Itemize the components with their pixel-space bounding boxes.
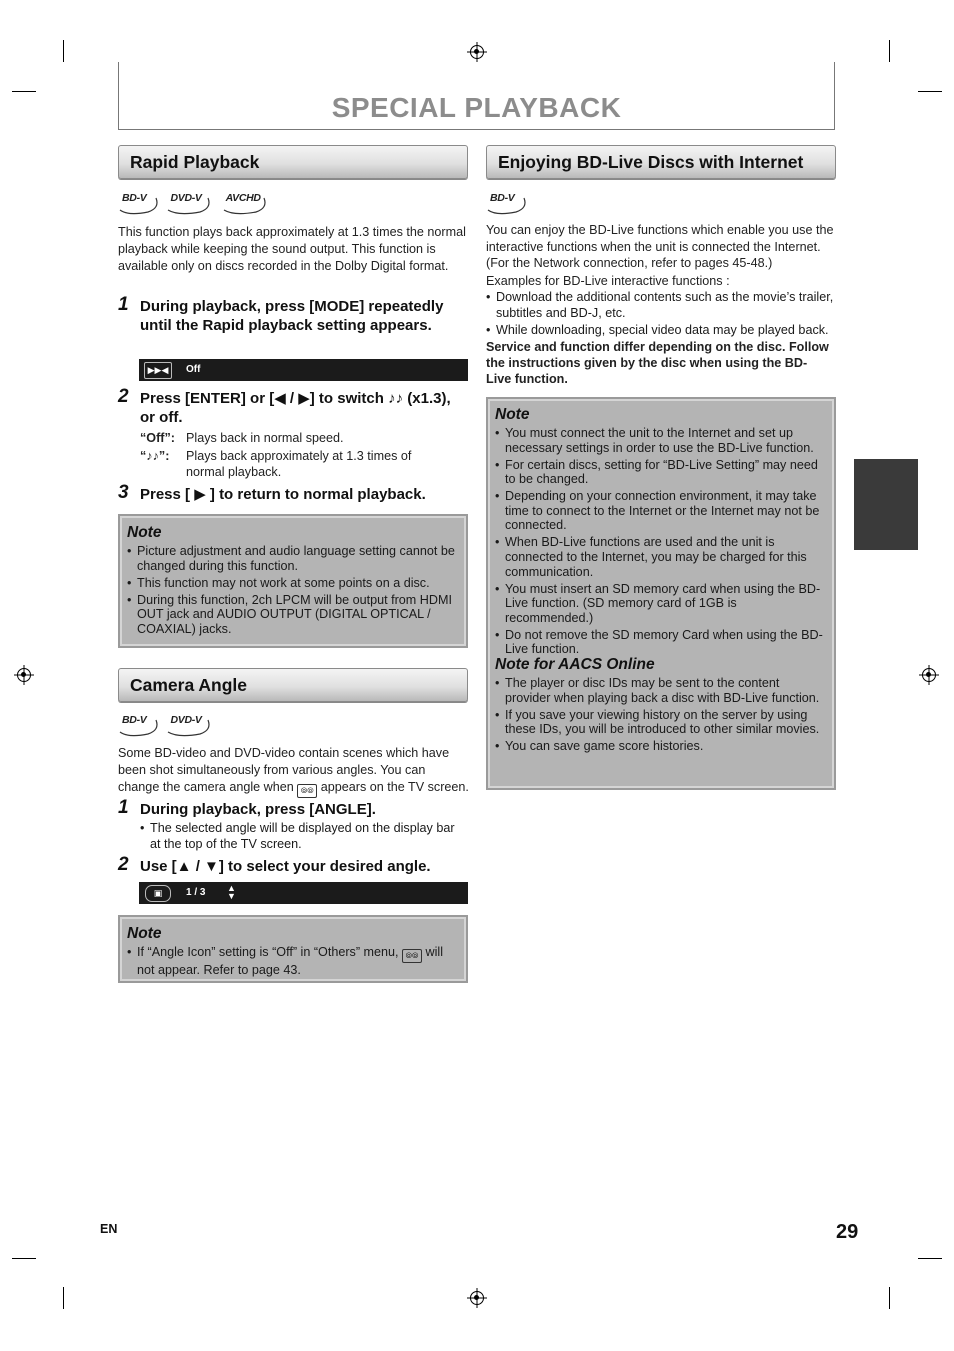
disc-badge-bdv: BD-V: [118, 190, 158, 212]
camera-note-list: [127, 945, 463, 980]
title-frame: [118, 62, 835, 130]
camera-angle-icon: ⦾⦾: [402, 949, 422, 963]
camera-angle-icon: ⦾⦾: [297, 784, 317, 798]
list-item: • You can save game score histories.: [495, 739, 825, 754]
osd-value: Off: [186, 364, 201, 375]
disc-badge-dvdv: DVD-V: [166, 190, 213, 212]
list-item: • The player or disc IDs may be sent to the content provider when playing back a disc with BD-Live function.: [495, 676, 825, 705]
crop-mark: [918, 91, 942, 92]
list-item: • Download the additional contents such as the movie’s trailer, subtitles and BD-J, etc.: [486, 290, 838, 321]
crop-mark: [12, 1258, 36, 1259]
list-item: • If “Angle Icon” setting is “Off” in “Others” menu, ⦾⦾ will not appear. Refer to page 43.: [127, 945, 463, 978]
language-label: EN: [100, 1222, 118, 1236]
rapid-step-2: Press [ENTER] or [◀ / ▶] to switch ♪♪ (x1.3), or off.: [140, 390, 451, 426]
crop-mark: [889, 40, 890, 62]
aacs-note-list: [495, 676, 825, 756]
list-item: • If you save your viewing history on the server by using these IDs, you will be introduced to other similar movies.: [495, 708, 825, 737]
list-item: • This function may not work at some points on a disc.: [127, 576, 463, 591]
osd-value: 1 / 3: [186, 887, 206, 898]
crop-mark: [12, 91, 36, 92]
note-title: Note: [495, 406, 530, 423]
aacs-note-title: Note for AACS Online: [495, 656, 655, 673]
registration-mark-icon: [470, 1291, 484, 1305]
list-item: • Do not remove the SD memory Card when using the BD-Live function.: [495, 628, 825, 657]
step-number: 3: [118, 482, 129, 503]
rapid-note-box: [118, 514, 468, 648]
crop-mark: [889, 1287, 890, 1309]
list-item: • You must insert an SD memory card when using the BD-Live function. (SD memory card of 1GB is recommended.): [495, 582, 825, 626]
registration-mark-icon: [17, 668, 31, 682]
option-x13-desc: Plays back approximately at 1.3 times of normal playback.: [186, 449, 412, 479]
step-number: 1: [118, 797, 129, 818]
bdlive-examples-label: Examples for BD-Live interactive functions :: [486, 274, 730, 288]
note-title: Note: [127, 524, 162, 541]
option-off-label: “Off”:: [140, 431, 175, 445]
rapid-note-list: [127, 544, 463, 639]
list-item: • For certain discs, setting for “BD-Live Setting” may need to be changed.: [495, 458, 825, 487]
crop-mark: [63, 1287, 64, 1309]
camera-step1-notes: [140, 820, 465, 854]
section-heading-bd-live: Enjoying BD-Live Discs with Internet: [486, 145, 836, 179]
note-title: Note: [127, 925, 162, 942]
page-number: 29: [836, 1221, 859, 1243]
disc-type-badges: [486, 190, 526, 212]
camera-step-1: During playback, press [ANGLE].: [140, 801, 376, 818]
list-item: • While downloading, special video data may be played back.: [486, 323, 838, 339]
camera-step-2: Use [▲ / ▼] to select your desired angle.: [140, 858, 431, 875]
bdlive-bold-notice: Service and function differ depending on the disc. Follow the instructions given by the disc when using the BD-Live function.: [486, 340, 829, 386]
rapid-step-1: During playback, press [MODE] repeatedly until the Rapid playback setting appears.: [140, 298, 444, 334]
bdlive-note-box: [486, 397, 836, 790]
list-item: • You must connect the unit to the Internet and set up necessary settings in order to use the BD-Live function.: [495, 426, 825, 455]
option-x13-label: “♪♪”:: [140, 449, 170, 463]
camera-osd-bar: [139, 882, 468, 904]
camera-intro: Some BD-video and DVD-video contain scenes which have been shot simultaneously from various angles. You can change the camera angle when ⦾⦾ appears on the TV screen.: [118, 745, 470, 798]
chapter-side-tab: [854, 459, 918, 550]
disc-badge-dvdv: DVD-V: [166, 712, 213, 734]
disc-badge-bdv: BD-V: [486, 190, 526, 212]
option-off-desc: Plays back in normal speed.: [186, 431, 344, 445]
disc-badge-avchd: AVCHD: [222, 190, 273, 212]
camera-note-box: [118, 915, 468, 983]
bdlive-note-list: [495, 426, 825, 659]
crop-mark: [918, 1258, 942, 1259]
step-number: 2: [118, 386, 129, 407]
crop-mark: [63, 40, 64, 62]
disc-badge-bdv: BD-V: [118, 712, 158, 734]
disc-type-badges: [118, 712, 214, 734]
step-number: 2: [118, 854, 129, 875]
registration-mark-icon: [470, 45, 484, 59]
page-title: SPECIAL PLAYBACK: [331, 92, 622, 123]
bdlive-examples-list: [486, 290, 838, 341]
rapid-step-3: Press [ ▶ ] to return to normal playback.: [140, 486, 426, 503]
step-number: 1: [118, 294, 129, 315]
registration-mark-icon: [922, 668, 936, 682]
list-item: • Depending on your connection environment, it may take time to connect to the Internet or the Internet may not be connected.: [495, 489, 825, 533]
up-down-arrows-icon: ▲ ▼: [227, 883, 236, 901]
section-heading-camera-angle: Camera Angle: [118, 668, 468, 702]
rapid-intro: This function plays back approximately at 1.3 times the normal playback while keeping the sound output. This function is available only on discs recorded in the Dolby Digital format.: [118, 225, 466, 273]
list-item: • The selected angle will be displayed on the display bar at the top of the TV screen.: [140, 820, 465, 852]
disc-type-badges: [118, 190, 273, 212]
camera-angle-icon: ▣: [145, 885, 171, 902]
rapid-osd-bar: [139, 359, 468, 381]
list-item: • Picture adjustment and audio language setting cannot be changed during this function.: [127, 544, 463, 573]
list-item: • When BD-Live functions are used and the unit is connected to the Internet, you may be charged for this communication.: [495, 535, 825, 579]
list-item: • During this function, 2ch LPCM will be output from HDMI OUT jack and AUDIO OUTPUT (DIGITAL OPTICAL / COAXIAL) jacks.: [127, 593, 463, 637]
fast-forward-icon: ▶▶◀: [144, 362, 172, 379]
section-heading-rapid-playback: Rapid Playback: [118, 145, 468, 179]
bdlive-intro: You can enjoy the BD-Live functions which enable you use the interactive functions when the unit is connected the Internet. (For the Network connection, refer to pages 45-48.): [486, 223, 834, 271]
